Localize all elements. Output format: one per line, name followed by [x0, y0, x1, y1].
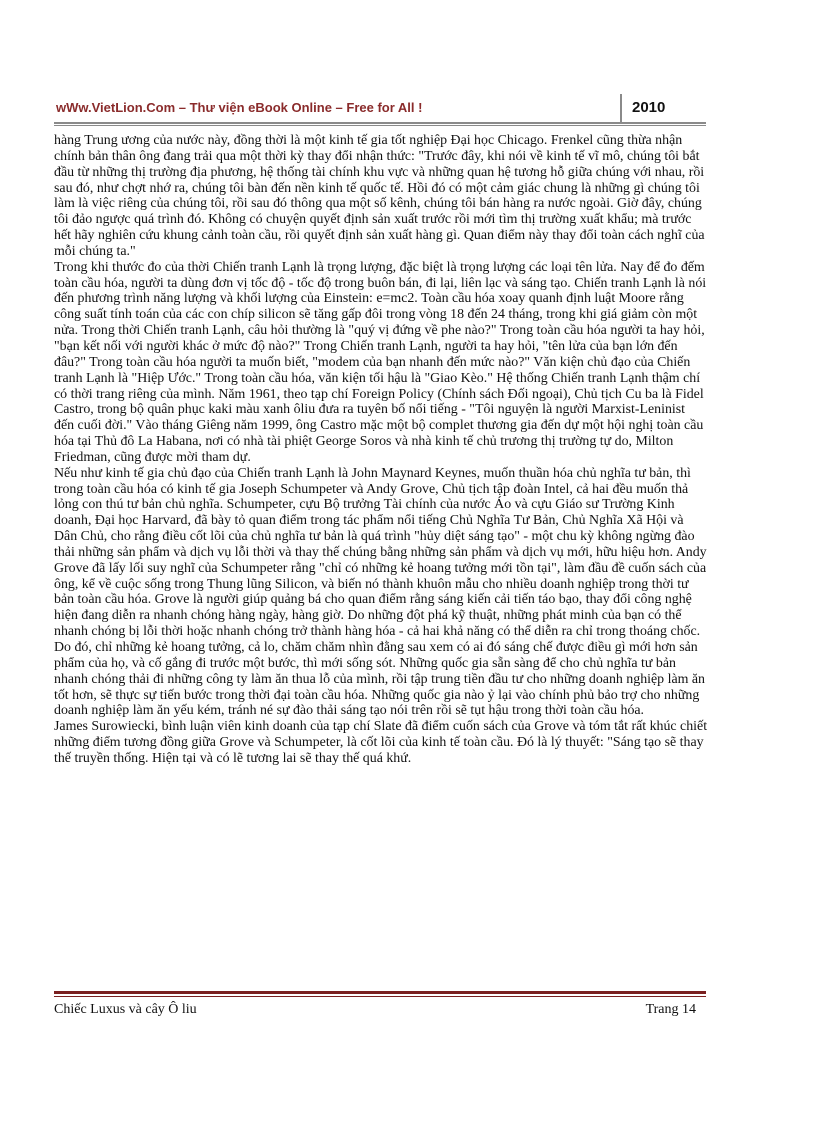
header-rule [54, 122, 706, 124]
paragraph: Trong khi thước đo của thời Chiến tranh Lạnh là trọng lượng, đặc biệt là trọng lượng các loại tên lửa. Nay để đo đếm toàn cầu hóa, người ta dùng đơn vị tốc độ - tốc độ trong buôn bán, đi lại, liên lạc và sáng tạo. Chiến tranh Lạnh là nói đến phương trình năng lượng và khối lượng của Einstein: e=mc2. Toàn cầu hóa xoay quanh định luật Moore rằng công suất tính toán của các con chíp silicon sẽ tăng gấp đôi trong vòng 18 đến 24 tháng, trong khi giá giảm còn một nửa. Trong thời Chiến tranh Lạnh, câu hỏi thường là "quý vị đứng về phe nào?" Trong toàn cầu hóa người ta hay hỏi, "bạn kết nối với người khác ở mức độ nào?" Trong Chiến tranh Lạnh, người ta hay hỏi, "tên lửa của bạn lớn đến đâu?" Trong toàn cầu hóa người ta muốn biết, "modem của bạn nhanh đến mức nào?" Văn kiện chủ đạo của Chiến tranh Lạnh là "Hiệp Ước." Trong toàn cầu hóa, văn kiện tối hậu là "Giao Kèo." Hệ thống Chiến tranh Lạnh thậm chí có thời trang riêng của mình. Năm 1961, theo tạp chí Foreign Policy (Chính sách Đối ngoại), Chủ tịch Cu ba là Fidel Castro, trong bộ quân phục kaki màu xanh ôliu đưa ra tuyên bố nổi tiếng - "Tôi nguyện là người Marxist-Leninist đến cuối đời." Vào tháng Giêng năm 1999, ông Castro mặc một bộ complet thương gia đến dự một hội nghị toàn cầu hóa tại Thủ đô La Habana, nơi có nhà tài phiệt George Soros và nhà kinh tế chủ trương thị trường tự do, Milton Friedman, cũng được mời tham dự. [54, 259, 707, 465]
paragraph: hàng Trung ương của nước này, đồng thời là một kinh tế gia tốt nghiệp Đại học Chicago. Frenkel cũng thừa nhận chính bản thân ông đang trải qua một thời kỳ thay đổi nhận thức: "Trước đây, khi nói về kinh tế vĩ mô, chúng tôi bắt đầu từ những thị trường địa phương, hệ thống tài chính khu vực và những quan hệ tương hỗ giữa chúng với nhau, rồi sau đó, như chợt nhớ ra, chúng tôi bàn đến nền kinh tế quốc tế. Hồi đó có một cảm giác chung là những gì chúng tôi làm là việc riêng của chúng tôi, rồi sau đó thông qua một số kênh, chúng tôi bán hàng ra nước ngoài. Giờ đây, chúng tôi đảo ngược quá trình đó. Không có chuyện quyết định sản xuất trước rồi mới tìm thị trường xuất khẩu; mà trước hết hãy nghiên cứu khung cảnh toàn cầu, rồi quyết định sản xuất hàng gì. Quan điểm này thay đổi toàn cách nghĩ của mỗi chúng ta." [54, 133, 705, 259]
footer-rule [54, 991, 706, 994]
header-rule-thin [54, 125, 706, 126]
footer-rule-thin [54, 996, 706, 997]
paragraph: Nếu như kinh tế gia chủ đạo của Chiến tranh Lạnh là John Maynard Keynes, muốn thuần hóa chủ nghĩa tư bản, thì trong toàn cầu hóa có kinh tế gia Joseph Schumpeter và Andy Grove, Chủ tịch tập đoàn Intel, cả hai đều muốn thả lỏng con thú tư bản chủ nghĩa. Schumpeter, cựu Bộ trưởng Tài chính của nước Áo và cựu Giáo sư Trường Kinh doanh, Đại học Harvard, đã bày tỏ quan điểm trong tác phẩm nổi tiếng Chủ Nghĩa Tư Bản, Chủ Nghĩa Xã Hội và Dân Chủ, cho rằng điều cốt lõi của chủ nghĩa tư bản là quá trình "hủy diệt sáng tạo" - một chu kỳ không ngừng đào thải những sản phẩm và dịch vụ lỗi thời và thay thế chúng bằng những sản phẩm và dịch vụ mới, hữu hiệu hơn. Andy Grove đã lấy lối suy nghĩ của Schumpeter rằng "chỉ có những kẻ hoang tưởng mới tồn tại", làm đầu đề cuốn sách của ông, kể về cuộc sống trong Thung lũng Silicon, và biến nó thành khuôn mẫu cho nhiều doanh nghiệp trong thời tư bản toàn cầu hóa. Grove là người giúp quảng bá cho quan điểm rằng sáng kiến cải tiến táo bạo, thay đổi công nghệ hiện đang diễn ra nhanh chóng hàng ngày, hàng giờ. Do những đột phá kỹ thuật, những phát minh của bạn có thể nhanh chóng bị lỗi thời hoặc nhanh chóng trở thành hàng hóa - cả hai khả năng có thể diễn ra chỉ trong thoáng chốc. Do đó, chỉ những kẻ hoang tưởng, cả lo, chăm chăm nhìn đằng sau xem có ai đó sáng chế được điều gì mới hơn sản phẩm của họ, và cố gắng đi trước một bước, thì mới sống sót. Những quốc gia sẵn sàng để cho chủ nghĩa tư bản nhanh chóng thải đi những công ty làm ăn thua lỗ của mình, rồi tập trung tiền đầu tư cho những doanh nghiệp làm ăn tốt hơn, sẽ thực sự tiến bước trong thời đại toàn cầu hóa. Những quốc gia nào ỷ lại vào chính phủ bảo trợ cho những doanh nghiệp làm ăn yếu kém, tránh né sự đào thải sáng tạo nói trên rồi sẽ tụt hậu trong thời toàn cầu hóa. [54, 465, 707, 719]
header-title: wWw.VietLion.Com – Thư viện eBook Online – Free for All ! [56, 100, 423, 115]
header-year: 2010 [632, 99, 666, 116]
paragraph: James Surowiecki, bình luận viên kinh doanh của tạp chí Slate đã điểm cuốn sách của Grove và tóm tắt rất khúc chiết những điểm tương đồng giữa Grove và Schumpeter, là cốt lõi của kinh tế toàn cầu. Đó là lý thuyết: "Sáng tạo sẽ thay thế truyền thống. Hiện tại và có lẽ tương lai sẽ thay thế quá khứ. [54, 719, 708, 766]
header-divider [620, 94, 622, 122]
page-header [54, 92, 706, 126]
footer-page-number: Trang 14 [645, 1002, 696, 1017]
page-body [54, 133, 708, 767]
footer-book-title: Chiếc Luxus và cây Ô liu [54, 1002, 197, 1017]
